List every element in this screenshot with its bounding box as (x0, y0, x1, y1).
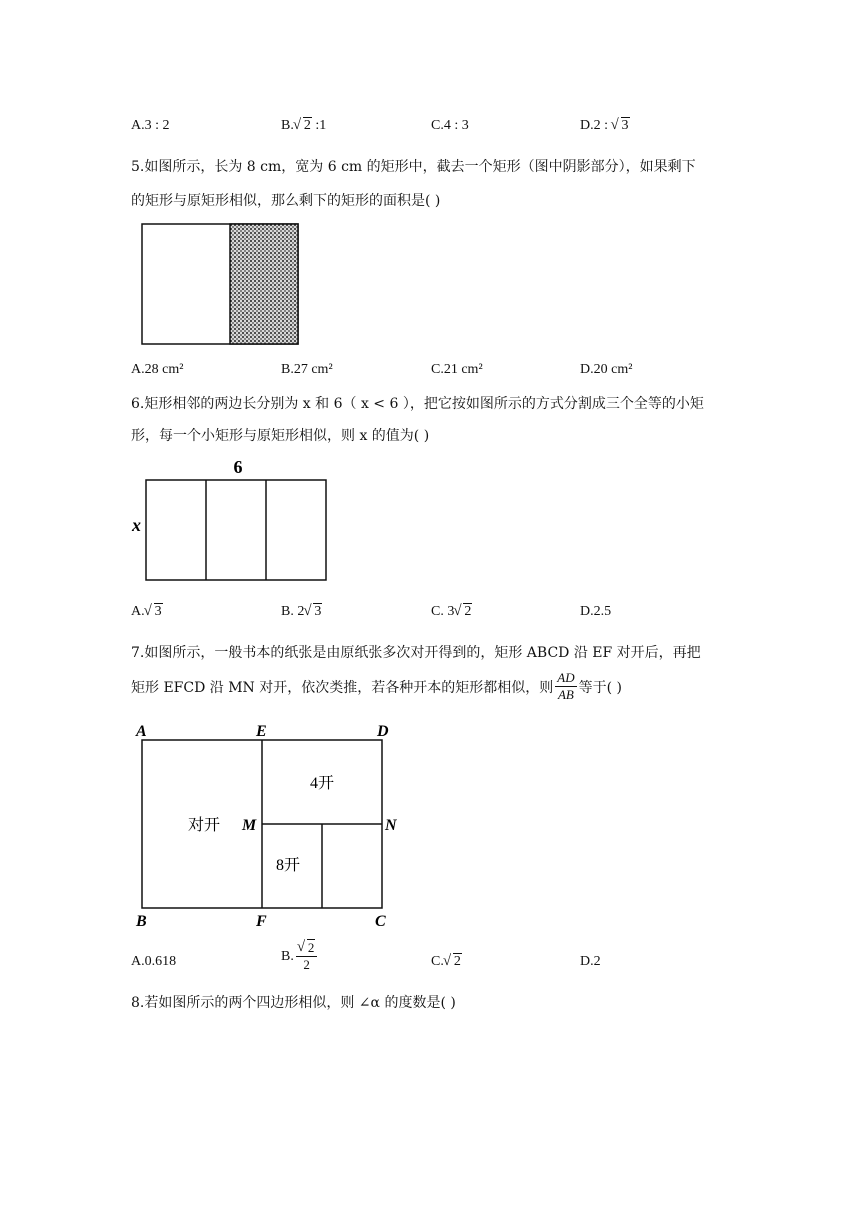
q7-option-a: A.0.618 (131, 954, 177, 969)
q7-figure (128, 718, 408, 933)
q6-option-b: B. 2√ 3 (281, 604, 322, 620)
q7-label-eighth: 8开 (276, 857, 301, 874)
q5-line-1: 5.如图所示，长为 8 cm，宽为 6 cm 的矩形中，截去一个矩形（图中阴影部分），如果剩下 (131, 159, 696, 175)
q7-label-fourth: 4开 (310, 775, 335, 792)
q4-option-a: A.3 : 2 (131, 118, 170, 133)
q8-line-1: 8.若如图所示的两个四边形相似，则 ∠α 的度数是( ) (131, 995, 456, 1011)
q6-option-d: D.2.5 (580, 604, 612, 619)
q5-option-c: C.21 cm² (431, 362, 483, 377)
q5-option-b: B.27 cm² (281, 362, 333, 377)
q4-option-d: D.2 : √ 3 (580, 118, 630, 134)
q7-label-c: C (375, 913, 386, 930)
q7-label-n: N (385, 817, 397, 834)
q4-option-c: C.4 : 3 (431, 118, 469, 133)
q7-option-d: D.2 (580, 954, 601, 969)
q6-line-1: 6.矩形相邻的两边长分别为 x 和 6（ x < 6 ），把它按如图所示的方式分割成三个全等的小矩 (131, 396, 704, 412)
q6-option-a: A.√ 3 (131, 604, 163, 620)
q5-shaded-rectangle (230, 224, 298, 344)
q6-line-2: 形，每一个小矩形与原矩形相似，则 x 的值为( ) (131, 428, 430, 444)
q5-stem (131, 153, 731, 215)
q7-line-1: 7.如图所示，一般书本的纸张是由原纸张多次对开得到的，矩形 ABCD 沿 EF 对开后，再把 (131, 645, 701, 661)
q7-label-d: D (377, 723, 389, 740)
q7-option-c: C.√ 2 (431, 954, 462, 970)
q5-figure (138, 220, 304, 350)
q7-ratio-fraction: $\frac{AD}{AB}$ (557, 670, 575, 702)
q5-option-d: D.20 cm² (580, 362, 633, 377)
q7-label-half: 对开 (188, 817, 221, 834)
q5-option-a: A.28 cm² (131, 362, 184, 377)
q7-label-a: A (136, 723, 147, 740)
q7-label-e: E (256, 723, 267, 740)
q6-top-label: 6 (233, 457, 243, 477)
q7-label-m: M (242, 817, 257, 834)
q4-option-b: B.√ 2 :1 (281, 118, 326, 134)
q7-line-2: 矩形 EFCD 沿 MN 对开，依次类推，若各种开本的矩形都相似，则 $\frac{AD}{AB}$ 等于( ) (131, 670, 622, 702)
q6-option-c: C. 3√ 2 (431, 604, 472, 620)
q6-stem (131, 390, 731, 450)
q6-rectangle (146, 480, 326, 580)
q5-line-2: 的矩形与原矩形相似，那么剩下的矩形的面积是( ) (131, 193, 441, 209)
q7-label-f: F (256, 913, 267, 930)
q7-label-b: B (136, 913, 147, 930)
q6-left-label: x (132, 515, 141, 535)
q7-option-b: B. √ $\frac{2}{2}$ (281, 940, 319, 973)
q6-figure (128, 455, 338, 585)
